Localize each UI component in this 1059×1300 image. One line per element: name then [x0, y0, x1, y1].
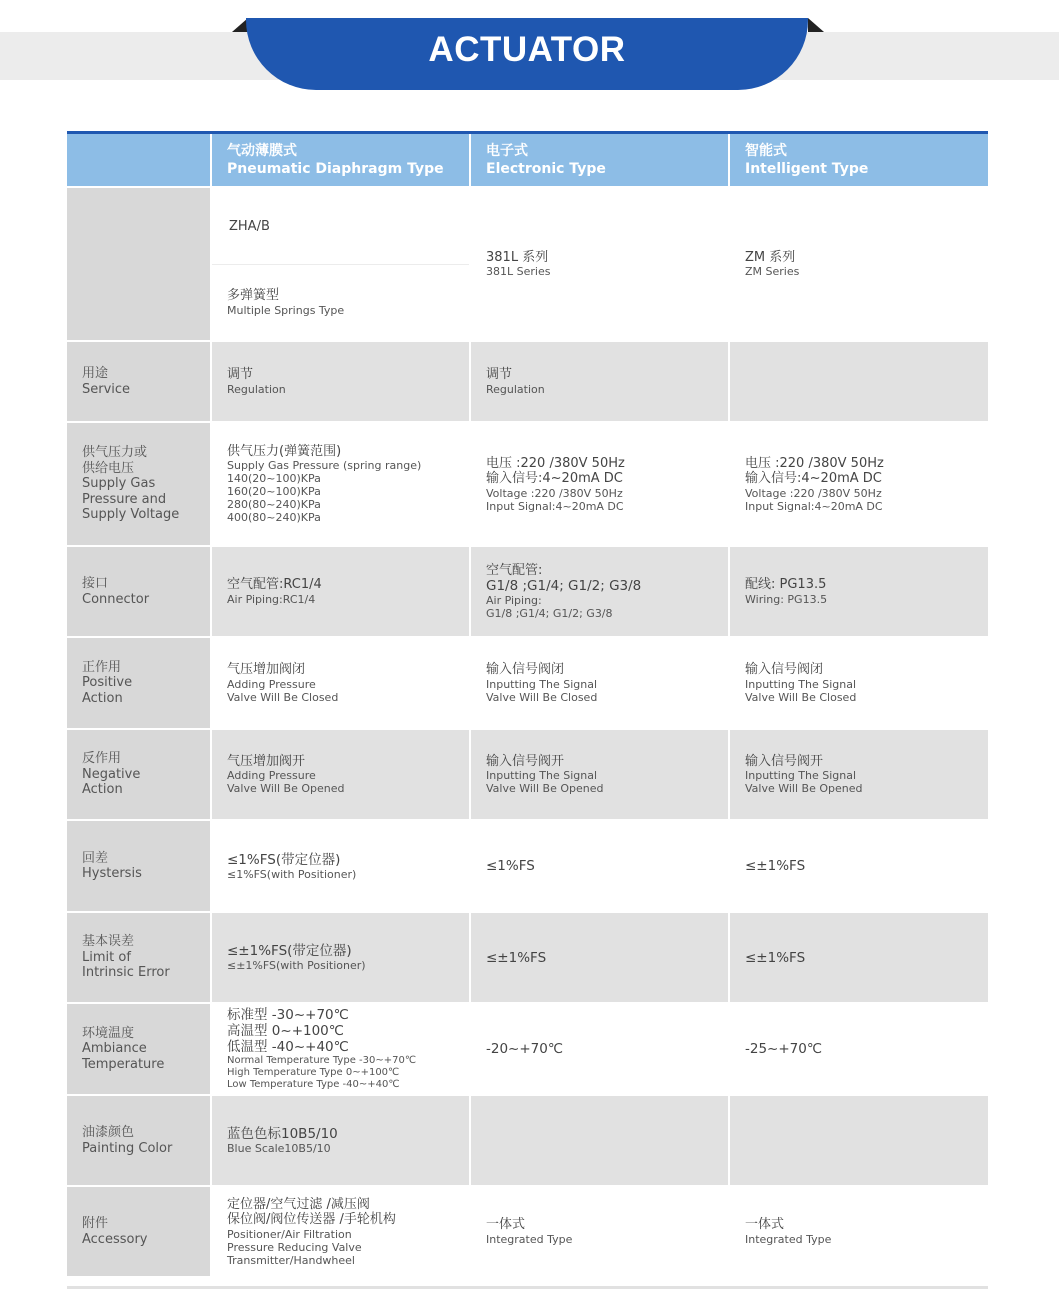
cell-negative-intelligent: 输入信号阀开 Inputting The Signal Valve Will Be Opened	[729, 729, 988, 820]
header-electronic: 电子式 Electronic Type	[470, 133, 729, 188]
row-label-intrinsic-error: 基本误差 Limit of Intrinsic Error	[67, 912, 211, 1003]
table-row-connector	[67, 546, 988, 637]
table-row-negative	[67, 729, 988, 820]
cell-negative-electronic: 输入信号阀开 Inputting The Signal Valve Will Be Opened	[470, 729, 729, 820]
header-intelligent: 智能式 Intelligent Type	[729, 133, 988, 188]
table-row-model	[67, 187, 988, 341]
cell-service-electronic: 调节 Regulation	[470, 341, 729, 422]
cell-connector-pneumatic: 空气配管:RC1/4 Air Piping:RC1/4	[211, 546, 470, 637]
row-label-painting: 油漆颜色 Painting Color	[67, 1095, 211, 1186]
cell-model-pneumatic	[211, 187, 470, 341]
cell-temperature-electronic: -20~+70℃	[470, 1003, 729, 1095]
row-label-negative: 反作用 Negative Action	[67, 729, 211, 820]
table-row-service	[67, 341, 988, 422]
table-row-painting	[67, 1095, 988, 1186]
cell-painting-electronic	[470, 1095, 729, 1186]
header-pneumatic: 气动薄膜式 Pneumatic Diaphragm Type	[211, 133, 470, 188]
cell-hysteresis-pneumatic: ≤1%FS(带定位器) ≤1%FS(with Positioner)	[211, 820, 470, 912]
cell-positive-intelligent: 输入信号阀闭 Inputting The Signal Valve Will Be Closed	[729, 637, 988, 729]
table-bottom-border	[67, 1286, 988, 1289]
cell-temperature-intelligent: -25~+70℃	[729, 1003, 988, 1095]
cell-positive-electronic: 输入信号阀闭 Inputting The Signal Valve Will Be Closed	[470, 637, 729, 729]
cell-painting-intelligent	[729, 1095, 988, 1186]
cell-positive-pneumatic: 气压增加阀闭 Adding Pressure Valve Will Be Closed	[211, 637, 470, 729]
cell-connector-intelligent: 配线: PG13.5 Wiring: PG13.5	[729, 546, 988, 637]
cell-accessory-pneumatic: 定位器/空气过滤 /减压阀 保位阀/阀位传送器 /手轮机构 Positioner/Air Filtration Pressure Reducing Valve Transmitter/Handwheel	[211, 1186, 470, 1277]
cell-intrinsic-electronic: ≤±1%FS	[470, 912, 729, 1003]
cell-connector-electronic: 空气配管: G1/8 ;G1/4; G1/2; G3/8 Air Piping: G1/8 ;G1/4; G1/2; G3/8	[470, 546, 729, 637]
model-code: ZHA/B	[212, 188, 469, 265]
cell-intrinsic-pneumatic: ≤±1%FS(带定位器) ≤±1%FS(with Positioner)	[211, 912, 470, 1003]
cell-supply-electronic: 电压 :220 /380V 50Hz 输入信号:4~20mA DC Voltage :220 /380V 50Hz Input Signal:4~20mA DC	[470, 422, 729, 546]
table-row-hysteresis	[67, 820, 988, 912]
model-spring-type: 多弹簧型 Multiple Springs Type	[227, 288, 345, 317]
cell-hysteresis-electronic: ≤1%FS	[470, 820, 729, 912]
table-row-accessory	[67, 1186, 988, 1277]
banner-fold-right	[808, 18, 824, 32]
table-row-positive	[67, 637, 988, 729]
header-empty	[67, 133, 211, 188]
row-label-hysteresis: 回差 Hystersis	[67, 820, 211, 912]
cell-painting-pneumatic: 蓝色色标10B5/10 Blue Scale10B5/10	[211, 1095, 470, 1186]
spec-table	[67, 131, 988, 1278]
table-row-supply	[67, 422, 988, 546]
cell-supply-pneumatic: 供气压力(弹簧范围) Supply Gas Pressure (spring range) 140(20~100)KPa 160(20~100)KPa 280(80~240)KPa 400(80~240)KPa	[211, 422, 470, 546]
header-row	[67, 133, 988, 188]
row-label-connector: 接口 Connector	[67, 546, 211, 637]
cell-accessory-electronic: 一体式 Integrated Type	[470, 1186, 729, 1277]
table-row-intrinsic-error	[67, 912, 988, 1003]
cell-service-pneumatic: 调节 Regulation	[211, 341, 470, 422]
row-label-positive: 正作用 Positive Action	[67, 637, 211, 729]
row-label-supply: 供气压力或 供给电压 Supply Gas Pressure and Supply Voltage	[67, 422, 211, 546]
cell-service-intelligent	[729, 341, 988, 422]
table-row-temperature	[67, 1003, 988, 1095]
cell-accessory-intelligent: 一体式 Integrated Type	[729, 1186, 988, 1277]
page-title: ACTUATOR	[428, 30, 626, 69]
row-label-accessory: 附件 Accessory	[67, 1186, 211, 1277]
cell-negative-pneumatic: 气压增加阀开 Adding Pressure Valve Will Be Opened	[211, 729, 470, 820]
cell-temperature-pneumatic: 标准型 -30~+70℃ 高温型 0~+100℃ 低温型 -40~+40℃ Normal Temperature Type -30~+70℃ High Temperature Type 0~+100℃ Low Temperature Type -40~+40℃	[211, 1003, 470, 1095]
cell-intrinsic-intelligent: ≤±1%FS	[729, 912, 988, 1003]
cell-supply-intelligent: 电压 :220 /380V 50Hz 输入信号:4~20mA DC Voltage :220 /380V 50Hz Input Signal:4~20mA DC	[729, 422, 988, 546]
row-label-temperature: 环境温度 Ambiance Temperature	[67, 1003, 211, 1095]
row-label-service: 用途 Service	[67, 341, 211, 422]
cell-hysteresis-intelligent: ≤±1%FS	[729, 820, 988, 912]
cell-model-intelligent: ZM 系列 ZM Series	[729, 187, 988, 341]
cell-model-electronic: 381L 系列 381L Series	[470, 187, 729, 341]
row-label-model	[67, 187, 211, 341]
